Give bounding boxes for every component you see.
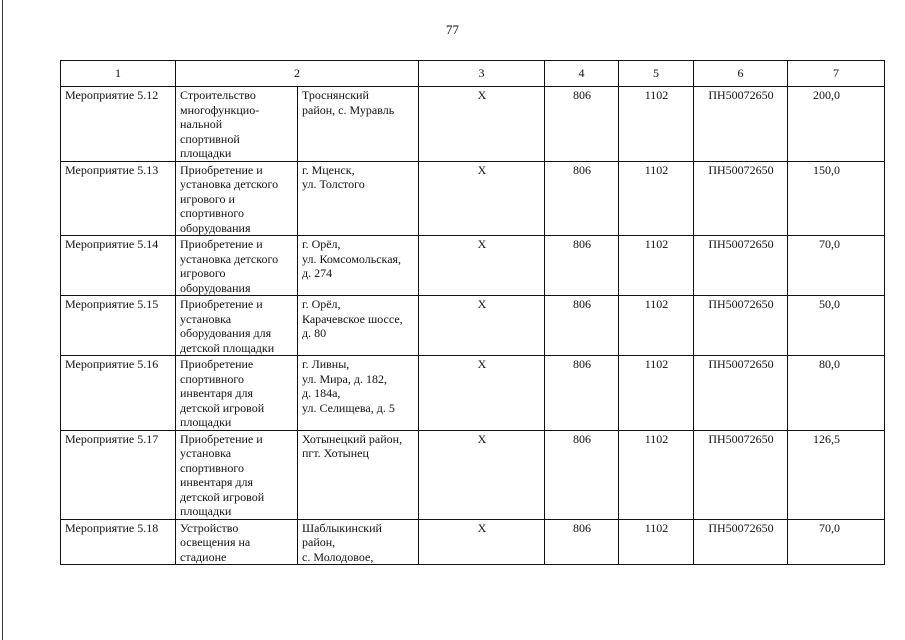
table-row: [61, 161, 885, 236]
event-description-line: установка детского: [180, 251, 279, 266]
event-description: [176, 296, 298, 356]
col-5-value: 1102: [619, 430, 694, 519]
event-description-line: Приобретение и: [180, 431, 263, 446]
amount-value: 200,0: [788, 87, 885, 162]
event-address-line: Карачевское шоссе,: [302, 311, 403, 326]
amount-value: 50,0: [788, 296, 885, 356]
amount-value: 150,0: [788, 161, 885, 236]
event-id: Мероприятие 5.17: [61, 430, 176, 519]
header-col-1: 1: [61, 61, 176, 87]
header-col-5: 5: [619, 61, 694, 87]
event-description: [176, 356, 298, 431]
event-address: [298, 296, 419, 356]
col-3-value: X: [419, 236, 545, 296]
event-description-line: стадионе: [180, 549, 227, 564]
event-address-line: г. Мценск,: [302, 162, 355, 177]
event-address-line: г. Орёл,: [302, 297, 341, 311]
budget-table: [60, 60, 885, 565]
event-description-line: многофункцио-: [180, 102, 260, 117]
col-5-value: 1102: [619, 161, 694, 236]
event-description: [176, 430, 298, 519]
left-margin-rule: [2, 0, 3, 640]
event-address-line: Хотынецкий район,: [302, 431, 403, 446]
table-row: [61, 87, 885, 162]
event-address-line: г. Ливны,: [302, 357, 350, 371]
event-description-line: Приобретение: [180, 357, 254, 371]
amount-value: 70,0: [788, 236, 885, 296]
event-description-line: Строительство: [180, 88, 256, 102]
event-description-line: установка: [180, 311, 232, 326]
event-address-line: с. Молодовое,: [302, 549, 374, 564]
event-address-line: д. 274: [302, 266, 333, 280]
event-address: [298, 430, 419, 519]
col-4-value: 806: [545, 519, 619, 565]
event-address: [298, 161, 419, 236]
event-address-line: Шаблыкинский: [302, 520, 382, 535]
event-description-line: спортивного: [180, 206, 244, 220]
event-address-line: д. 80: [302, 326, 327, 340]
page-number: 77: [446, 22, 459, 37]
amount-value: 126,5: [788, 430, 885, 519]
event-description: [176, 87, 298, 162]
event-description-line: оборудования: [180, 220, 251, 235]
event-address: [298, 356, 419, 431]
event-description-line: инвентаря для: [180, 386, 254, 400]
header-col-4: 4: [545, 61, 619, 87]
event-address-line: ул. Мира, д. 182,: [302, 371, 387, 386]
event-address-line: ул. Толстого: [302, 177, 365, 191]
event-address-line: пгт. Хотынец: [302, 446, 369, 460]
col-3-value: X: [419, 519, 545, 565]
event-description-line: Приобретение и: [180, 237, 263, 251]
event-address-line: район, с. Муравль: [302, 102, 395, 117]
header-row: [61, 61, 885, 87]
event-description-line: оборудования для: [180, 326, 272, 340]
event-address: [298, 519, 419, 565]
table-row: [61, 356, 885, 431]
event-description-line: нальной: [180, 117, 223, 131]
col-6-value: ПН50072650: [694, 519, 788, 565]
event-description: [176, 519, 298, 565]
event-id: Мероприятие 5.18: [61, 519, 176, 565]
event-id: Мероприятие 5.16: [61, 356, 176, 431]
event-address-line: Троснянский: [302, 88, 369, 102]
table-body: [61, 87, 885, 565]
event-description-line: детской игровой: [180, 400, 265, 415]
col-4-value: 806: [545, 356, 619, 431]
table-row: [61, 236, 885, 296]
event-description-line: Приобретение и: [180, 162, 263, 177]
table-row: [61, 430, 885, 519]
col-3-value: X: [419, 356, 545, 431]
table-row: [61, 296, 885, 356]
event-description-line: спортивного: [180, 460, 244, 475]
event-address: [298, 236, 419, 296]
col-5-value: 1102: [619, 87, 694, 162]
event-description-line: Устройство: [180, 520, 239, 535]
col-3-value: X: [419, 161, 545, 236]
col-5-value: 1102: [619, 356, 694, 431]
col-3-value: X: [419, 430, 545, 519]
event-description-line: игрового: [180, 266, 226, 280]
col-5-value: 1102: [619, 296, 694, 356]
col-3-value: X: [419, 87, 545, 162]
header-col-7: 7: [788, 61, 885, 87]
col-5-value: 1102: [619, 519, 694, 565]
event-description-line: детской площадки: [180, 340, 275, 355]
header-col-2: 2: [176, 61, 419, 87]
col-6-value: ПН50072650: [694, 87, 788, 162]
event-description-line: площадки: [180, 415, 232, 429]
col-4-value: 806: [545, 161, 619, 236]
amount-value: 70,0: [788, 519, 885, 565]
event-description-line: площадки: [180, 504, 232, 518]
col-3-value: X: [419, 296, 545, 356]
col-4-value: 806: [545, 430, 619, 519]
event-description-line: спортивной: [180, 131, 240, 146]
event-description-line: спортивного: [180, 371, 244, 386]
col-4-value: 806: [545, 296, 619, 356]
col-6-value: ПН50072650: [694, 430, 788, 519]
header-col-6: 6: [694, 61, 788, 87]
event-address: [298, 87, 419, 162]
event-description-line: освещения на: [180, 535, 251, 549]
table-row: [61, 519, 885, 565]
event-description: [176, 236, 298, 296]
event-description-line: инвентаря для: [180, 475, 254, 489]
event-address-line: г. Орёл,: [302, 237, 341, 251]
event-description-line: игрового и: [180, 191, 235, 206]
event-description-line: установка детского: [180, 177, 279, 191]
event-address-line: д. 184а,: [302, 386, 341, 400]
event-description: [176, 161, 298, 236]
event-address-line: ул. Селищева, д. 5: [302, 400, 395, 415]
event-description-line: площадки: [180, 146, 232, 160]
col-6-value: ПН50072650: [694, 296, 788, 356]
col-4-value: 806: [545, 87, 619, 162]
event-description-line: оборудования: [180, 280, 251, 295]
col-4-value: 806: [545, 236, 619, 296]
event-description-line: Приобретение и: [180, 297, 263, 311]
col-5-value: 1102: [619, 236, 694, 296]
col-6-value: ПН50072650: [694, 356, 788, 431]
col-6-value: ПН50072650: [694, 236, 788, 296]
amount-value: 80,0: [788, 356, 885, 431]
event-id: Мероприятие 5.13: [61, 161, 176, 236]
col-6-value: ПН50072650: [694, 161, 788, 236]
event-id: Мероприятие 5.15: [61, 296, 176, 356]
event-id: Мероприятие 5.12: [61, 87, 176, 162]
event-description-line: детской игровой: [180, 489, 265, 504]
header-col-3: 3: [419, 61, 545, 87]
event-description-line: установка: [180, 446, 232, 460]
event-address-line: ул. Комсомольская,: [302, 251, 402, 266]
event-address-line: район,: [302, 535, 336, 549]
event-id: Мероприятие 5.14: [61, 236, 176, 296]
